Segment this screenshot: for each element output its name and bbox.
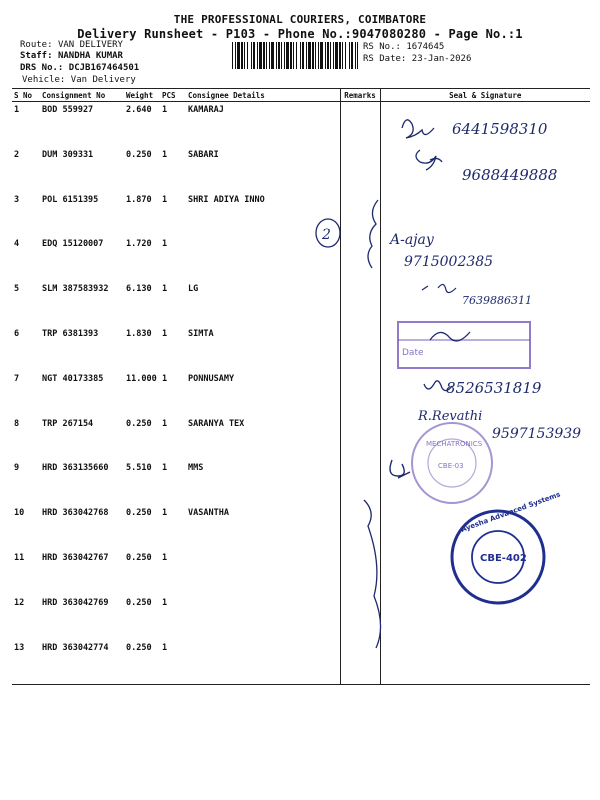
row-weight: 0.250 [124, 640, 160, 685]
row-remarks [340, 550, 380, 595]
row-sno: 2 [14, 149, 20, 160]
row-weight: 0.250 [126, 418, 152, 429]
barcode-bar [300, 42, 301, 69]
row-consignment-no: DUM 309331 [42, 149, 94, 160]
table-row [12, 416, 590, 461]
staff-label: Staff: [20, 51, 53, 61]
row-sno: 13 [12, 640, 40, 685]
row-consignee: MMS [188, 463, 204, 474]
route-value: VAN DELIVERY [57, 40, 123, 50]
row-remarks [340, 102, 380, 147]
barcode-bar [320, 42, 323, 69]
route-label: Route: [20, 40, 53, 50]
table-row [12, 236, 590, 281]
row-signature [380, 192, 590, 237]
row-consignee: KAMARAJ [188, 105, 224, 115]
barcode-bar [296, 42, 297, 69]
phone-row2: 9688449888 [462, 166, 558, 184]
barcode-bar [355, 42, 356, 69]
table-row [12, 371, 590, 416]
phone-row8: 9597153939 [492, 426, 582, 442]
row-remarks [340, 595, 380, 640]
row-pcs: 1 [162, 552, 168, 563]
row-pcs: 1 [162, 597, 168, 608]
row-consignee [186, 640, 340, 685]
row-consignment-no: HRD 363135660 [42, 463, 109, 474]
row-sno: 7 [14, 373, 20, 384]
rs-no-value: 1674645 [406, 42, 445, 52]
barcode-bar [330, 42, 331, 69]
barcode-bar [271, 42, 274, 69]
barcode-bar [257, 42, 258, 69]
row-signature [380, 236, 590, 281]
row-consignment-no: SLM 387583932 [42, 284, 109, 295]
staff-value: NANDHA KUMAR [57, 51, 123, 61]
row-pcs: 1 [162, 508, 168, 519]
row-remarks [340, 192, 380, 237]
row-sno: 10 [14, 508, 25, 519]
barcode-bar [327, 42, 329, 69]
barcode-bar [232, 42, 233, 69]
row-pcs: 1 [162, 463, 168, 474]
barcode-bar [244, 42, 245, 69]
barcode-bar [286, 42, 289, 69]
row-consignee: SARANYA TEX [188, 418, 245, 429]
phone-row5: 7639886311 [462, 294, 532, 307]
runsheet-table [12, 88, 590, 685]
drs-line [20, 63, 139, 74]
row-remarks [340, 416, 380, 461]
row-sno: 6 [14, 328, 20, 339]
row-weight: 11.000 [126, 373, 157, 384]
note-row4: 2 [322, 227, 331, 243]
table-row [12, 192, 590, 237]
row-signature [380, 147, 590, 192]
name-row4: A-ajay [390, 232, 434, 248]
barcode-bar [251, 42, 252, 69]
row-weight: 0.250 [126, 508, 152, 519]
row-pcs: 1 [162, 328, 168, 339]
barcode-bar [349, 42, 350, 69]
rs-date-value: 23-Jan-2026 [411, 54, 472, 64]
row-sno: 11 [14, 552, 25, 563]
barcode-bar [351, 42, 353, 69]
barcode-bar [235, 42, 236, 69]
row-signature [380, 460, 590, 505]
barcode-bar [339, 42, 341, 69]
barcode-bar [247, 42, 248, 69]
row-sno: 5 [14, 284, 20, 295]
row-signature [380, 640, 590, 685]
row-consignment-no: TRP 267154 [42, 418, 94, 429]
table-row [12, 505, 590, 550]
row-consignee [186, 236, 340, 281]
row-sno: 9 [14, 463, 20, 474]
barcode-bar [284, 42, 285, 69]
row-consignment-no: POL 6151395 [42, 194, 99, 205]
row-weight: 0.250 [126, 149, 152, 160]
row-remarks [340, 326, 380, 371]
row-sno: 8 [14, 418, 20, 429]
table-row [12, 147, 590, 192]
barcode-image [232, 42, 358, 69]
row-consignment-no: HRD 363042768 [42, 508, 109, 519]
row-sno: 3 [14, 194, 20, 205]
barcode-bar [318, 42, 319, 69]
table-row [12, 640, 590, 685]
barcode-bar [335, 42, 338, 69]
table-row [12, 326, 590, 371]
barcode-bar [253, 42, 255, 69]
barcode-bar [281, 42, 282, 69]
barcode-bar [342, 42, 343, 69]
row-consignment-no: HRD 363042769 [42, 597, 109, 608]
barcode-bar [241, 42, 243, 69]
row-pcs: 1 [162, 418, 168, 429]
barcode-bar [308, 42, 311, 69]
col-consignee-header: Consignee Details [186, 89, 340, 102]
rs-no-line [363, 42, 444, 52]
barcode-bar [333, 42, 334, 69]
row-signature [380, 371, 590, 416]
row-remarks [340, 505, 380, 550]
barcode-bar [345, 42, 346, 69]
phone-row1: 6441598310 [452, 120, 548, 138]
drs-label: DRS No.: [20, 63, 64, 73]
barcode-bar [276, 42, 277, 69]
col-remarks-header: Remarks [340, 89, 380, 102]
vehicle-line [22, 75, 136, 86]
table-row [12, 460, 590, 505]
row-signature [380, 550, 590, 595]
row-sno: 4 [14, 239, 20, 250]
table-row [12, 102, 590, 147]
row-remarks [340, 371, 380, 416]
row-pcs: 1 [162, 239, 168, 250]
rs-no-label: RS No.: [363, 42, 401, 52]
route-line [20, 40, 123, 51]
rs-date-line [363, 54, 471, 64]
row-signature [380, 326, 590, 371]
col-pcs-header: PCS [160, 89, 186, 102]
row-pcs: 1 [162, 194, 168, 205]
col-weight-header: Weight [124, 89, 160, 102]
runsheet-subtitle: Delivery Runsheet - P103 - Phone No.:9047080280 - Page No.:1 [77, 27, 523, 41]
barcode-bar [293, 42, 294, 69]
company-title: THE PROFESSIONAL COURIERS, COIMBATORE [173, 13, 427, 26]
col-seal-header: Seal & Signature [380, 89, 590, 102]
round-stamp-code: CBE-03 [438, 462, 464, 470]
row-remarks [340, 236, 380, 281]
row-consignment-no: HRD 363042767 [42, 552, 109, 563]
barcode-bar [263, 42, 265, 69]
row-weight: 1.870 [126, 194, 152, 205]
row-signature [380, 102, 590, 147]
vehicle-label: Vehicle: [22, 75, 66, 85]
phone-row7: 8526531819 [446, 379, 542, 397]
row-remarks [340, 460, 380, 505]
row-weight: 5.510 [126, 463, 152, 474]
row-consignment-no: TRP 6381393 [42, 328, 99, 339]
row-pcs: 1 [160, 640, 186, 685]
row-pcs: 1 [162, 373, 168, 384]
row-weight: 2.640 [126, 105, 152, 115]
barcode-bar [266, 42, 267, 69]
barcode-bar [237, 42, 240, 69]
row-consignment-no: EDQ 15120007 [42, 239, 104, 250]
row-consignee [186, 550, 340, 595]
row-weight: 6.130 [126, 284, 152, 295]
col-sno-header: S No [12, 89, 40, 102]
company-stamp-code: CBE-402 [480, 553, 527, 564]
phone-row4: 9715002385 [404, 254, 494, 270]
row-signature [380, 416, 590, 461]
barcode-bar [306, 42, 307, 69]
row-consignee: PONNUSAMY [188, 373, 235, 384]
row-weight: 1.830 [126, 328, 152, 339]
row-sno: 1 [14, 105, 20, 115]
barcode-bar [259, 42, 262, 69]
table-header-row [12, 89, 590, 102]
barcode-bar [290, 42, 292, 69]
row-consignment-no: HRD 363042774 [40, 640, 124, 685]
barcode-bar [302, 42, 304, 69]
table-row [12, 550, 590, 595]
vehicle-value: Van Delivery [70, 75, 136, 85]
table-row [12, 595, 590, 640]
row-signature [380, 281, 590, 326]
barcode-bar [357, 42, 358, 69]
row-remarks [340, 147, 380, 192]
row-weight: 1.720 [126, 239, 152, 250]
row-consignee: VASANTHA [188, 508, 229, 519]
row-consignee: LG [188, 284, 199, 295]
barcode-bar [312, 42, 314, 69]
round-stamp-text: MECHATRONICS [426, 440, 483, 448]
row-pcs: 1 [162, 149, 168, 160]
row-consignee [186, 595, 340, 640]
company-stamp-text: Ayesha Advanced Systems [459, 490, 562, 534]
table-row [12, 281, 590, 326]
received-stamp-text: Date [402, 348, 424, 358]
row-remarks [340, 281, 380, 326]
row-consignee: SABARI [188, 149, 219, 160]
barcode-bar [315, 42, 316, 69]
staff-line [20, 51, 123, 62]
row-consignee: SIMTA [188, 328, 214, 339]
barcode-bar [269, 42, 270, 69]
row-signature [380, 595, 590, 640]
row-pcs: 1 [162, 105, 168, 115]
barcode-bar [325, 42, 326, 69]
row-consignment-no: BOD 559927 [42, 105, 94, 115]
rs-date-label: RS Date: [363, 54, 407, 64]
row-remarks [340, 640, 380, 685]
row-pcs: 1 [162, 284, 168, 295]
barcode-bar [278, 42, 280, 69]
row-consignment-no: NGT 40173385 [42, 373, 104, 384]
row-weight: 0.250 [126, 552, 152, 563]
drs-value: DCJB167464501 [68, 63, 140, 73]
name-row8: R.Revathi [418, 409, 483, 424]
row-sno: 12 [14, 597, 25, 608]
row-signature [380, 505, 590, 550]
row-consignee: SHRI ADIYA INNO [188, 194, 265, 205]
col-consignment-header: Consignment No [40, 89, 124, 102]
row-weight: 0.250 [126, 597, 152, 608]
